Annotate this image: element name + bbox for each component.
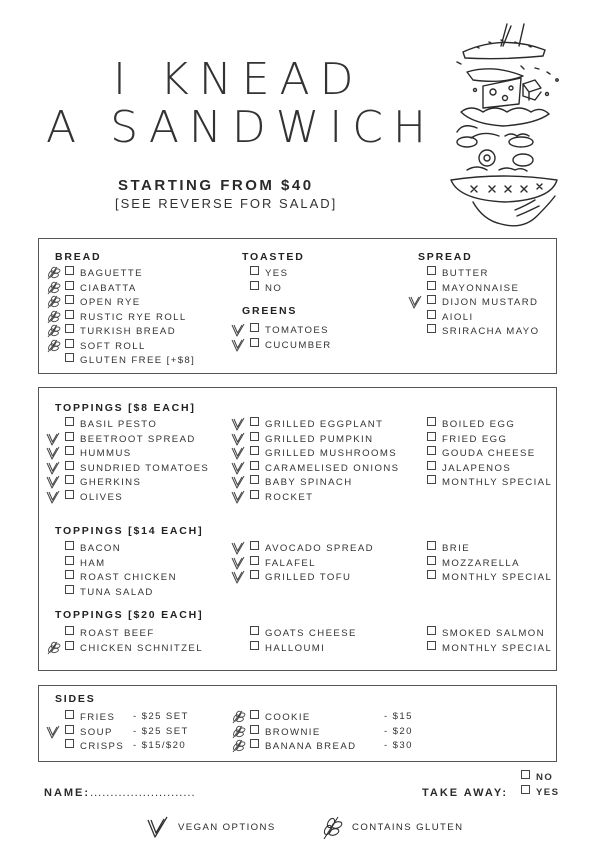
checkbox[interactable] [427, 541, 436, 550]
greens-heading: GREENS [242, 305, 298, 317]
option-label: CIABATTA [80, 282, 137, 294]
menu-option[interactable] [65, 475, 141, 489]
menu-option[interactable] [65, 281, 137, 295]
option-label: YES [265, 268, 289, 279]
v-check-icon [230, 446, 246, 460]
checkbox[interactable] [65, 339, 74, 348]
takeaway-label: TAKE AWAY: [422, 787, 509, 799]
checkbox[interactable] [427, 324, 436, 333]
option-label: HALLOUMI [265, 642, 326, 654]
v-check-icon [230, 323, 246, 337]
option-label: CUCUMBER [265, 339, 332, 351]
option-label: RUSTIC RYE ROLL [80, 311, 187, 323]
option-label: TOMATOES [265, 325, 329, 336]
v-check-icon [45, 725, 61, 739]
checkbox[interactable] [250, 417, 259, 426]
name-dots: .......................... [90, 787, 196, 799]
menu-option[interactable] [250, 323, 329, 337]
menu-option[interactable] [65, 570, 177, 584]
checkbox[interactable] [250, 432, 259, 441]
option-label: GRILLED EGGPLANT [265, 419, 384, 430]
option-label: FRIES [80, 712, 116, 723]
checkbox[interactable] [65, 446, 74, 455]
menu-option[interactable] [250, 461, 399, 475]
checkbox[interactable] [65, 475, 74, 484]
menu-option[interactable] [65, 266, 143, 280]
option-label: SRIRACHA MAYO [442, 326, 540, 337]
checkbox[interactable] [250, 626, 259, 635]
option-label: GOATS CHEESE [265, 628, 357, 639]
checkbox[interactable] [427, 266, 436, 275]
toppings-14-heading: TOPPINGS [$14 EACH] [55, 525, 204, 537]
subtitle: STARTING FROM $40 [118, 177, 314, 194]
option-price: - $15 [384, 711, 413, 722]
option-label: FALAFEL [265, 557, 316, 569]
option-label: FRIED EGG [442, 433, 508, 445]
option-label: MAYONNAISE [442, 282, 520, 294]
option-label: ROAST BEEF [80, 628, 155, 639]
legend-gluten: CONTAINS GLUTEN [352, 822, 464, 833]
option-label: ROAST CHICKEN [80, 572, 177, 583]
checkbox[interactable] [427, 641, 436, 650]
v-check-icon [230, 417, 246, 431]
option-label: GRILLED TOFU [265, 572, 352, 583]
wheat-icon [320, 813, 344, 841]
checkbox[interactable] [65, 432, 74, 441]
spread-heading: SPREAD [418, 251, 473, 263]
menu-option[interactable] [65, 310, 187, 324]
checkbox[interactable] [250, 725, 259, 734]
option-label: MOZZARELLA [442, 557, 520, 569]
menu-option[interactable] [250, 417, 383, 431]
v-check-icon [145, 815, 171, 841]
option-price: - $15/$20 [133, 740, 187, 751]
option-label: BOILED EGG [442, 419, 516, 430]
option-price: - $25 SET [133, 725, 189, 737]
v-check-icon [230, 461, 246, 475]
menu-option[interactable] [427, 556, 520, 570]
option-label: BEETROOT SPREAD [80, 433, 196, 445]
menu-option[interactable] [250, 281, 282, 295]
checkbox[interactable] [250, 739, 259, 748]
menu-option[interactable] [65, 432, 196, 446]
menu-option[interactable] [427, 432, 507, 446]
menu-option[interactable] [65, 725, 189, 739]
menu-option[interactable] [250, 725, 413, 739]
wheat-icon [45, 339, 61, 353]
option-label: AIOLI [442, 311, 474, 323]
wheat-icon [45, 310, 61, 324]
checkbox[interactable] [65, 570, 74, 579]
option-label: OLIVES [80, 491, 124, 503]
checkbox[interactable] [65, 556, 74, 565]
checkbox[interactable] [250, 323, 259, 332]
menu-option[interactable] [427, 310, 474, 324]
wheat-icon [45, 641, 61, 655]
option-label: TUNA SALAD [80, 586, 154, 598]
option-label: SUNDRIED TOMATOES [80, 462, 210, 474]
option-label: NO [265, 282, 283, 294]
option-label: SMOKED SALMON [442, 628, 545, 639]
menu-option[interactable] [427, 446, 536, 460]
wheat-icon [45, 281, 61, 295]
v-check-icon [230, 475, 246, 489]
toppings-8-heading: TOPPINGS [$8 EACH] [55, 402, 196, 414]
checkbox[interactable] [427, 570, 436, 579]
menu-option[interactable] [65, 295, 141, 309]
option-price: - $25 SET [133, 711, 189, 722]
checkbox[interactable] [65, 490, 74, 499]
option-price: - $20 [384, 725, 413, 737]
wheat-icon [230, 739, 246, 753]
menu-option[interactable] [65, 353, 195, 367]
option-label: CARAMELISED ONIONS [265, 462, 400, 474]
checkbox[interactable] [250, 461, 259, 470]
menu-option[interactable] [427, 626, 545, 640]
checkbox[interactable] [250, 710, 259, 719]
option-label: BAGUETTE [80, 268, 143, 279]
option-label: CRISPS [80, 741, 125, 752]
menu-option[interactable] [250, 556, 316, 570]
menu-option[interactable] [65, 585, 154, 599]
checkbox[interactable] [427, 432, 436, 441]
menu-option[interactable] [65, 324, 176, 338]
checkbox[interactable] [65, 295, 74, 304]
menu-option[interactable] [65, 446, 132, 460]
wheat-icon [230, 725, 246, 739]
menu-option[interactable] [65, 490, 123, 504]
menu-option[interactable] [427, 541, 470, 555]
menu-option[interactable] [250, 710, 413, 724]
checkbox[interactable] [250, 490, 259, 499]
checkbox[interactable] [65, 281, 74, 290]
checkbox[interactable] [250, 570, 259, 579]
option-price: - $30 [384, 740, 413, 751]
v-check-icon [45, 446, 61, 460]
option-label: BRIE [442, 543, 470, 554]
checkbox[interactable] [65, 710, 74, 719]
v-check-icon [45, 461, 61, 475]
toppings-20-heading: TOPPINGS [$20 EACH] [55, 609, 204, 621]
wheat-icon [230, 710, 246, 724]
option-label: GRILLED MUSHROOMS [265, 448, 398, 459]
option-label: GRILLED PUMPKIN [265, 433, 374, 445]
sandwich-illustration [443, 20, 568, 235]
checkbox[interactable] [427, 626, 436, 635]
menu-option[interactable] [65, 641, 203, 655]
option-label: ROCKET [265, 491, 314, 503]
checkbox[interactable] [65, 417, 74, 426]
option-label: COOKIE [265, 712, 311, 723]
legend-vegan: VEGAN OPTIONS [178, 822, 276, 833]
takeaway-no-label: NO [536, 772, 554, 783]
checkbox[interactable] [65, 585, 74, 594]
wheat-icon [45, 324, 61, 338]
menu-option[interactable] [65, 461, 209, 475]
checkbox[interactable] [427, 556, 436, 565]
bread-heading: BREAD [55, 251, 102, 263]
v-check-icon [230, 570, 246, 584]
menu-option[interactable] [65, 556, 106, 570]
checkbox[interactable] [65, 324, 74, 333]
checkbox[interactable] [427, 446, 436, 455]
menu-option[interactable] [65, 339, 146, 353]
menu-option[interactable] [65, 417, 157, 431]
checkbox[interactable] [250, 541, 259, 550]
option-label: JALAPENOS [442, 462, 512, 474]
menu-option[interactable] [427, 570, 552, 584]
v-check-icon [45, 432, 61, 446]
checkbox[interactable] [427, 475, 436, 484]
checkbox[interactable] [427, 461, 436, 470]
option-label: SOFT ROLL [80, 340, 146, 352]
v-check-icon [230, 338, 246, 352]
v-check-icon [230, 541, 246, 555]
menu-option[interactable] [250, 475, 353, 489]
option-label: BUTTER [442, 268, 489, 279]
menu-option[interactable] [250, 570, 351, 584]
option-label: HUMMUS [80, 448, 132, 459]
menu-option[interactable] [250, 739, 413, 753]
v-check-icon [230, 556, 246, 570]
v-check-icon [230, 490, 246, 504]
menu-option[interactable] [427, 281, 519, 295]
title-line-1: I KNEAD [113, 54, 364, 105]
checkbox[interactable] [65, 641, 74, 650]
option-label: MONTHLY SPECIAL [442, 572, 553, 583]
option-label: BASIL PESTO [80, 419, 158, 430]
menu-option[interactable] [65, 739, 187, 753]
option-label: BABY SPINACH [265, 477, 353, 488]
checkbox[interactable] [250, 641, 259, 650]
option-label: GHERKINS [80, 477, 142, 488]
checkbox[interactable] [65, 739, 74, 748]
checkbox[interactable] [427, 295, 436, 304]
menu-option[interactable] [250, 541, 374, 555]
menu-option[interactable] [427, 295, 538, 309]
takeaway-yes-label: YES [536, 787, 560, 798]
menu-option[interactable] [250, 641, 325, 655]
option-label: SOUP [80, 726, 113, 738]
title-line-2: A SANDWICH [46, 102, 437, 153]
checkbox[interactable] [65, 310, 74, 319]
option-label: BROWNIE [265, 726, 321, 738]
option-label: GLUTEN FREE [+$8] [80, 355, 196, 366]
menu-option[interactable] [250, 338, 332, 352]
menu-option[interactable] [250, 446, 397, 460]
checkbox[interactable] [250, 338, 259, 347]
checkbox[interactable] [250, 446, 259, 455]
sides-heading: SIDES [55, 693, 96, 705]
menu-option[interactable] [65, 541, 121, 555]
menu-option[interactable] [250, 266, 288, 280]
checkbox[interactable] [521, 770, 530, 779]
takeaway-yes[interactable] [521, 785, 559, 799]
checkbox[interactable] [427, 417, 436, 426]
option-label: HAM [80, 557, 106, 569]
checkbox[interactable] [65, 626, 74, 635]
option-label: BACON [80, 543, 122, 554]
v-check-icon [407, 295, 423, 309]
menu-option[interactable] [250, 432, 373, 446]
takeaway-no[interactable] [521, 770, 553, 784]
v-check-icon [45, 475, 61, 489]
checkbox[interactable] [65, 725, 74, 734]
checkbox[interactable] [65, 461, 74, 470]
checkbox[interactable] [65, 541, 74, 550]
checkbox[interactable] [65, 353, 74, 362]
menu-option[interactable] [427, 417, 515, 431]
menu-option[interactable] [427, 475, 552, 489]
wheat-icon [45, 266, 61, 280]
checkbox[interactable] [427, 310, 436, 319]
menu-option[interactable] [250, 626, 357, 640]
option-label: MONTHLY SPECIAL [442, 642, 553, 654]
option-label: BANANA BREAD [265, 741, 357, 752]
toasted-heading: TOASTED [242, 251, 305, 263]
menu-option[interactable] [65, 710, 189, 724]
option-label: GOUDA CHEESE [442, 448, 536, 459]
name-label: NAME: [44, 787, 91, 799]
menu-option[interactable] [427, 266, 489, 280]
option-label: TURKISH BREAD [80, 326, 177, 337]
menu-option[interactable] [65, 626, 155, 640]
option-label: OPEN RYE [80, 297, 141, 308]
menu-option[interactable] [427, 324, 539, 338]
subnote: [SEE REVERSE FOR SALAD] [115, 196, 338, 211]
option-label: DIJON MUSTARD [442, 297, 539, 308]
option-label: AVOCADO SPREAD [265, 543, 374, 554]
menu-option[interactable] [427, 641, 552, 655]
option-label: CHICKEN SCHNITZEL [80, 642, 203, 654]
menu-option[interactable] [427, 461, 511, 475]
v-check-icon [45, 490, 61, 504]
checkbox[interactable] [250, 556, 259, 565]
checkbox[interactable] [250, 266, 259, 275]
checkbox[interactable] [427, 281, 436, 290]
checkbox[interactable] [521, 785, 530, 794]
checkbox[interactable] [65, 266, 74, 275]
v-check-icon [230, 432, 246, 446]
checkbox[interactable] [250, 475, 259, 484]
name-field[interactable] [44, 787, 196, 799]
checkbox[interactable] [250, 281, 259, 290]
wheat-icon [45, 295, 61, 309]
option-label: MONTHLY SPECIAL [442, 477, 553, 488]
menu-option[interactable] [250, 490, 313, 504]
